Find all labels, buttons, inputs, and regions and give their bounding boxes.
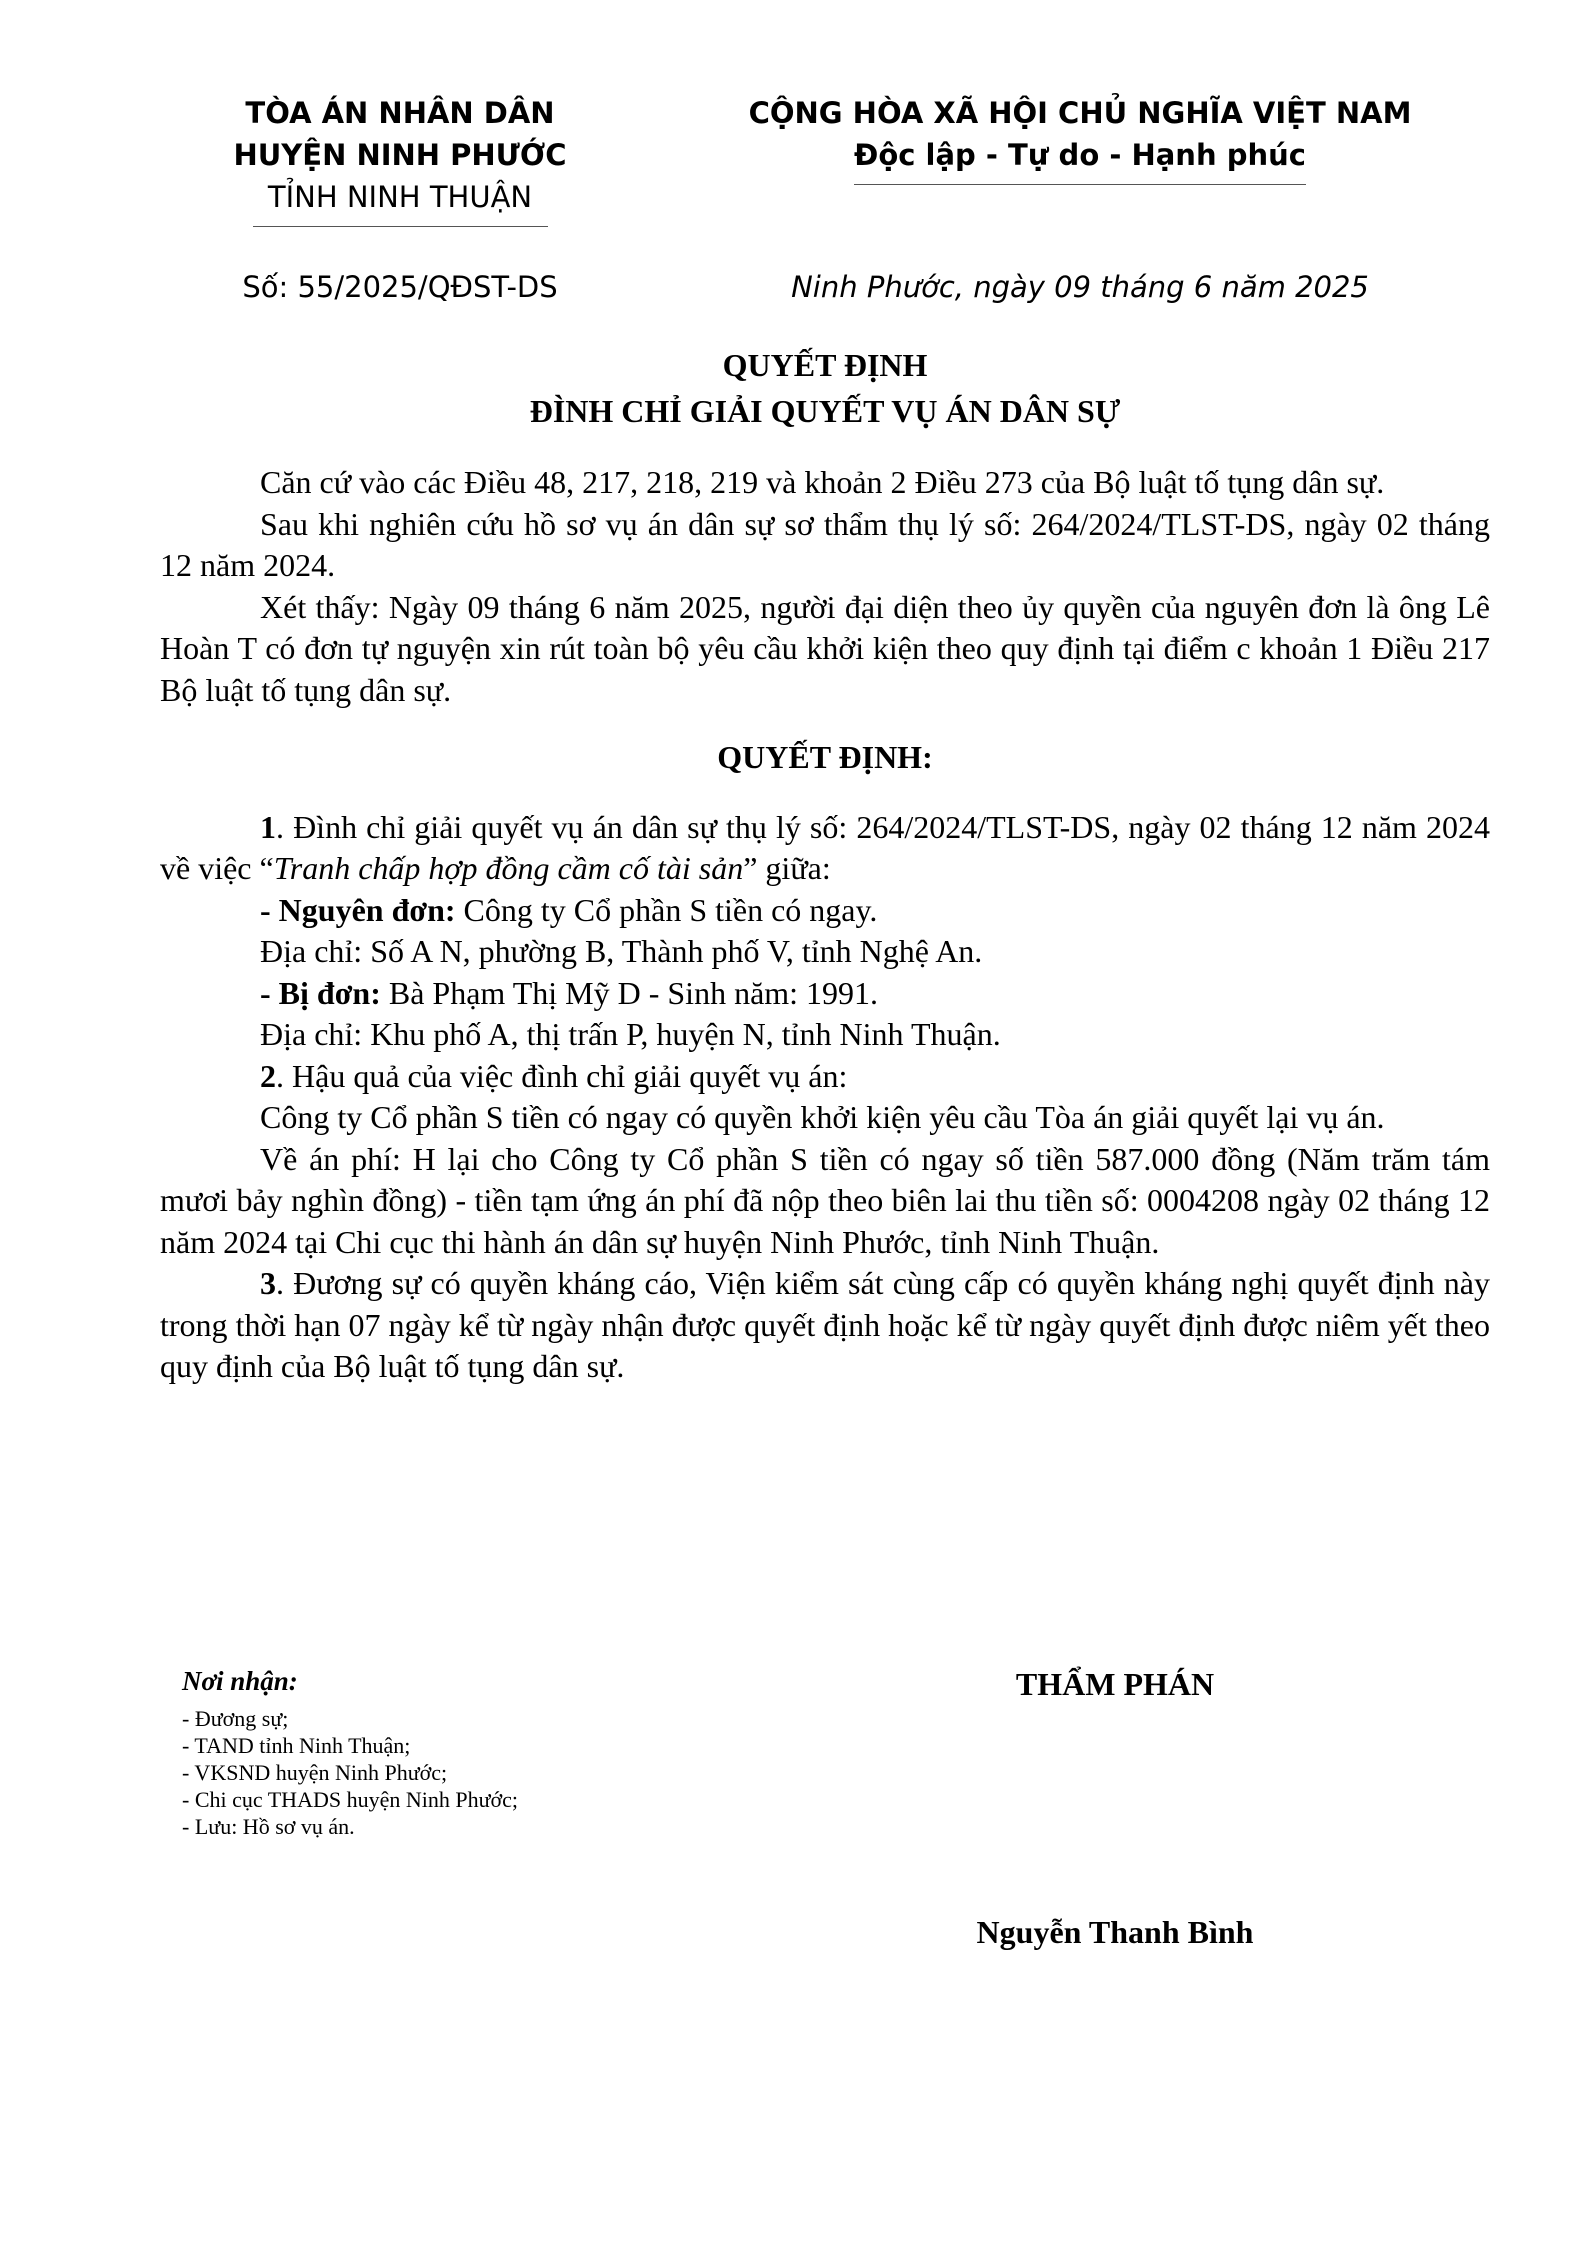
decision-item-2 bbox=[160, 1056, 1490, 1098]
plaintiff-address: Địa chỉ: Số A N, phường B, Thành phố V, tỉnh Nghệ An. bbox=[260, 933, 983, 969]
recipients-block bbox=[182, 1668, 742, 1840]
signer-name: Nguyễn Thanh Bình bbox=[976, 1914, 1254, 1950]
review-paragraph: Sau khi nghiên cứu hồ sơ vụ án dân sự sơ thẩm thụ lý số: 264/2024/TLST-DS, ngày 02 tháng 12 năm 2024. bbox=[160, 505, 1490, 583]
case-subject: Tranh chấp hợp đồng cầm cố tài sản bbox=[273, 850, 744, 886]
item-3-number: 3 bbox=[260, 1265, 276, 1301]
recipients-title: Nơi nhận: bbox=[182, 1666, 298, 1696]
document-title bbox=[160, 342, 1490, 434]
signer-role: THẨM PHÁN bbox=[1015, 1666, 1215, 1702]
court-header bbox=[200, 92, 600, 227]
document-number: Số: 55/2025/QĐST-DS bbox=[242, 270, 558, 304]
title-line1: QUYẾT ĐỊNH bbox=[722, 347, 928, 383]
defendant-label: - Bị đơn: bbox=[260, 974, 381, 1011]
defendant-value: Bà Phạm Thị Mỹ D - Sinh năm: 1991. bbox=[380, 974, 879, 1011]
court-name-line1: TÒA ÁN NHÂN DÂN bbox=[245, 96, 555, 130]
consequence-paragraph: Công ty Cổ phần S tiền có ngay có quyền khởi kiện yêu cầu Tòa án giải quyết lại vụ án. bbox=[260, 1099, 1385, 1135]
recipient-item: - Đương sự; bbox=[182, 1706, 289, 1731]
decision-item-3 bbox=[160, 1263, 1490, 1388]
item-3-text: . Đương sự có quyền kháng cáo, Viện kiểm sát cùng cấp có quyền kháng nghị quyết định này trong thời hạn 07 ngày kể từ ngày nhận được quyết định hoặc kể từ ngày quyết định được niêm yết theo quy định của Bộ luật tố tụng dân sự. bbox=[160, 1265, 1490, 1384]
recipient-item: - Chi cục THADS huyện Ninh Phước; bbox=[182, 1787, 519, 1812]
basis-paragraph: Căn cứ vào các Điều 48, 217, 218, 219 và khoản 2 Điều 273 của Bộ luật tố tụng dân sự. bbox=[260, 464, 1385, 500]
finding-paragraph: Xét thấy: Ngày 09 tháng 6 năm 2025, người đại diện theo ủy quyền của nguyên đơn là ông Lê Hoàn T có đơn tự nguyện xin rút toàn bộ yêu cầu khởi kiện theo quy định tại điểm c khoản 1 Điều 217 Bộ luật tố tụng dân sự. bbox=[160, 588, 1490, 708]
national-title: CỘNG HÒA XÃ HỘI CHỦ NGHĨA VIỆT NAM bbox=[748, 96, 1412, 130]
recipient-item: - Lưu: Hồ sơ vụ án. bbox=[182, 1814, 355, 1839]
national-motto: Độc lập - Tự do - Hạnh phúc bbox=[854, 138, 1306, 172]
plaintiff-line bbox=[160, 890, 1490, 932]
court-name-line2: HUYỆN NINH PHƯỚC bbox=[233, 138, 567, 172]
defendant-line bbox=[160, 973, 1490, 1015]
item-1-text: . Đình chỉ giải quyết vụ án dân sự thụ lý số: 264/2024/TLST-DS, ngày 02 tháng 12 năm 2024 về việc “ bbox=[160, 808, 1490, 886]
place-date: Ninh Phước, ngày 09 tháng 6 năm 2025 bbox=[791, 270, 1369, 304]
decision-item-1 bbox=[160, 807, 1490, 890]
plaintiff-value: Công ty Cổ phần S tiền có ngay. bbox=[455, 891, 878, 928]
item-2-text: . Hậu quả của việc đình chỉ giải quyết vụ án: bbox=[276, 1057, 848, 1094]
item-2-number: 2 bbox=[260, 1057, 276, 1094]
recipient-item: - TAND tỉnh Ninh Thuận; bbox=[182, 1733, 411, 1758]
document-body bbox=[160, 462, 1490, 1388]
court-fee-paragraph: Về án phí: H lại cho Công ty Cổ phần S tiền có ngay số tiền 587.000 đồng (Năm trăm tám mươi bảy nghìn đồng) - tiền tạm ứng án phí đã nộp theo biên lai thu tiền số: 0004208 ngày 02 tháng 12 năm 2024 tại Chi cục thi hành án dân sự huyện Ninh Phước, tỉnh Ninh Thuận. bbox=[160, 1140, 1490, 1260]
decision-heading: QUYẾT ĐỊNH: bbox=[717, 739, 933, 775]
defendant-address: Địa chỉ: Khu phố A, thị trấn P, huyện N, tỉnh Ninh Thuận. bbox=[260, 1016, 1001, 1052]
national-header bbox=[740, 92, 1420, 185]
recipient-item: - VKSND huyện Ninh Phước; bbox=[182, 1760, 448, 1785]
item-1-end: ” giữa: bbox=[743, 850, 831, 886]
plaintiff-label: - Nguyên đơn: bbox=[260, 891, 456, 928]
item-1-number: 1 bbox=[260, 808, 276, 845]
court-province: TỈNH NINH THUẬN bbox=[267, 180, 533, 214]
title-line2: ĐÌNH CHỈ GIẢI QUYẾT VỤ ÁN DÂN SỰ bbox=[529, 393, 1121, 429]
header-left-divider bbox=[253, 226, 548, 227]
header-right-divider bbox=[854, 184, 1306, 185]
